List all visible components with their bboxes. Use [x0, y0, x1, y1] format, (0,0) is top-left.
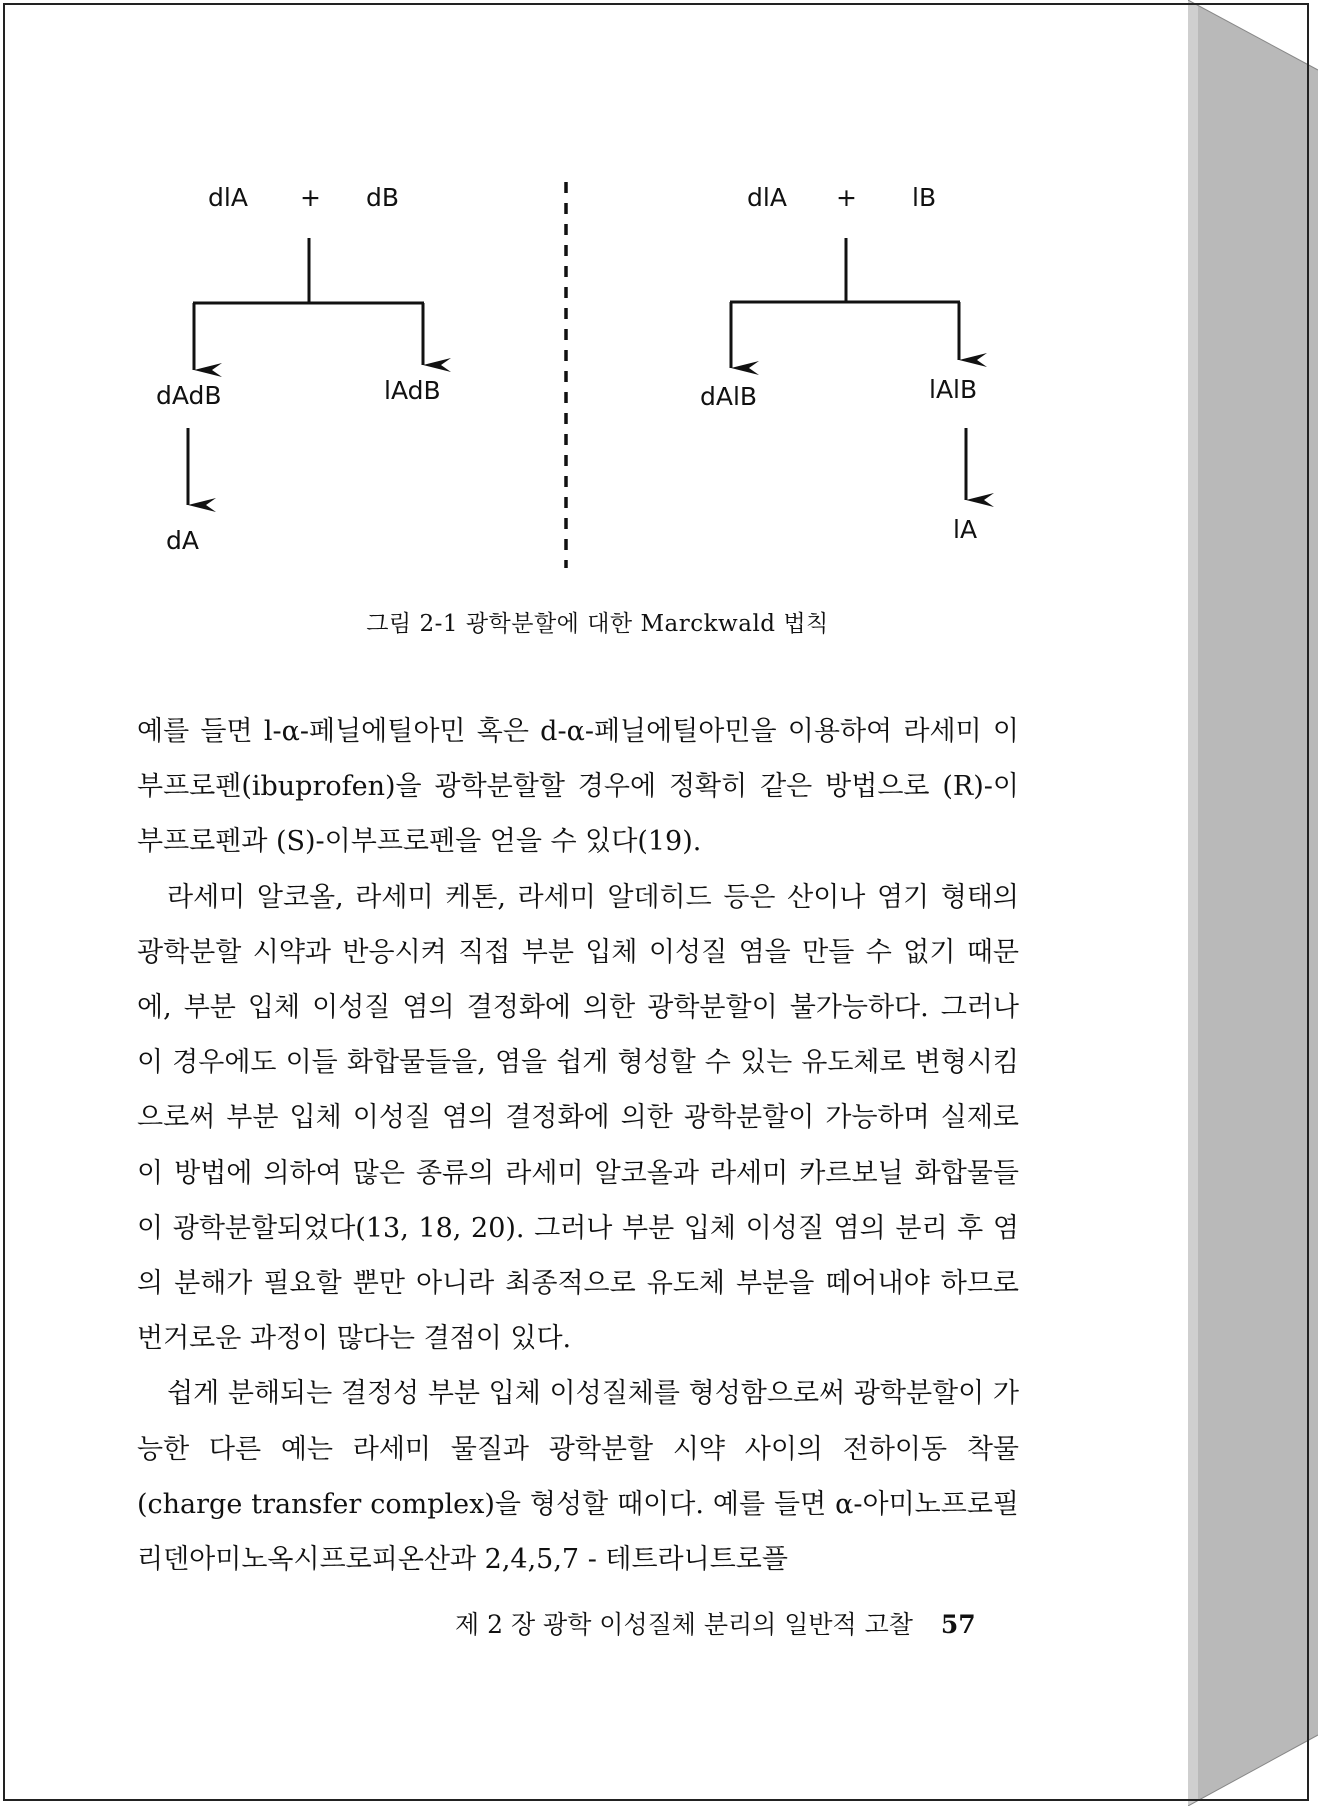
left-product-left: dAdB [156, 381, 222, 410]
book-side-edge [1188, 0, 1318, 1806]
page-number: 57 [940, 1610, 976, 1639]
figure-caption: 그림 2-1 광학분할에 대한 Marckwald 법칙 [366, 611, 829, 637]
right-reactant-2: lB [912, 183, 937, 212]
right-final-product: lA [953, 515, 978, 544]
paragraph-1: 예를 들면 l-α-페닐에틸아민 혹은 d-α-페닐에틸아민을 이용하여 라세미 이부프로펜(ibuprofen)을 광학분할할 경우에 정확히 같은 방법으로 (R)-이부프로펜과 (S)-이부프로펜을 얻을 수 있다(19). [137, 716, 1019, 858]
right-branch-lines [730, 238, 966, 500]
left-final-product: dA [166, 526, 199, 555]
left-reactant-2: dB [366, 183, 400, 212]
left-product-right: lAdB [384, 376, 441, 405]
left-branch-lines [188, 238, 424, 505]
right-product-right: lAlB [929, 375, 978, 404]
paragraph-3: 쉽게 분해되는 결정성 부분 입체 이성질체를 형성함으로써 광학분할이 가능한 다른 예는 라세미 물질과 광학분할 시약 사이의 전하이동 착물 (charge transfer complex)을 형성할 때이다. 예를 들면 α-아미노프로필리덴아미노옥시프로피온산과 2,4,5,7 - 테트라니트로플 [137, 1378, 1019, 1576]
marckwald-diagram [0, 0, 1195, 600]
right-product-left: dAlB [700, 382, 758, 411]
chapter-title: 제 2 장 광학 이성질체 분리의 일반적 고찰 [455, 1610, 913, 1639]
left-plus: + [300, 183, 321, 212]
right-reactant-1: dlA [747, 183, 787, 212]
left-reactant-1: dlA [208, 183, 248, 212]
right-plus: + [836, 183, 857, 212]
page-footer [455, 1605, 976, 1641]
paragraph-2: 라세미 알코올, 라세미 케톤, 라세미 알데히드 등은 산이나 염기 형태의 광학분할 시약과 반응시켜 직접 부분 입체 이성질 염을 만들 수 없기 때문에, 부분 입체 이성질 염의 결정화에 의한 광학분할이 불가능하다. 그러나 이 경우에도 이들 화합물들을, 염을 쉽게 형성할 수 있는 유도체로 변형시킴으로써 부분 입체 이성질 염의 결정화에 의한 광학분할이 가능하며 실제로 이 방법에 의하여 많은 종류의 라세미 알코올과 라세미 카르보닐 화합물들이 광학분할되었다(13, 18, 20). 그러나 부분 입체 이성질 염의 분리 후 염의 분해가 필요할 뿐만 아니라 최종적으로 유도체 부분을 떼어내야 하므로 번거로운 과정이 많다는 결점이 있다. [137, 881, 1019, 1355]
body-text [137, 704, 1019, 1587]
